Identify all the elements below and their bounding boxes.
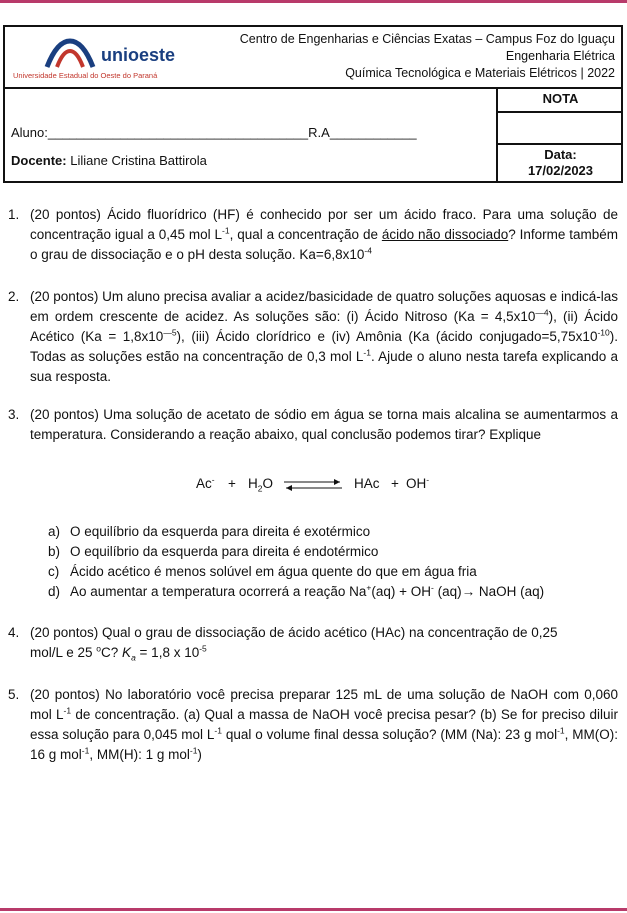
question-number: 5. [8,687,20,702]
question-number: 2. [8,289,20,304]
question-1 [8,205,618,265]
aluno-field[interactable] [11,125,417,140]
nota-label: NOTA [498,87,623,113]
ra-blank: ____________ [329,125,417,140]
question-number: 1. [8,207,20,222]
plus-sign: + [391,476,399,491]
question-3-options [48,522,544,602]
docente-line [11,153,207,168]
question-5 [8,685,618,765]
docente-label: Docente: [11,153,67,168]
logo-wordmark: unioeste [101,45,176,65]
question-number: 4. [8,625,20,640]
question-text: (20 pontos) No laboratório você precisa preparar 125 mL de uma solução de NaOH com 0,060 mol $L^{-1}$ de concentração. (a) Qual a massa de NaOH você precisa pesar? (b) Se for preciso diluir essa solução para 0,045 mol $L^{-1}$ qual o volume final dessa solução? (MM (Na): 23 g mol$^{-1}$, MM(O): 16 g mol$^{-1}$, MM(H): 1 g mol$^{-1}$) [30,687,619,762]
question-text: (20 pontos) Qual o grau de dissociação de ácido acético (HAc) na concentração de 0,25 mol/L e 25 $^o$C? $K_a = 1,8$ x $10^{-5}$ [30,625,558,663]
product-hydroxide: OH- [406,474,430,491]
institution-info [240,31,615,82]
university-logo [13,35,213,85]
question-3 [8,405,618,445]
product-acetic-acid: HAc [354,476,380,491]
option-c: c) Ácido acético é menos solúvel em água quente do que em água fria [48,564,477,579]
question-text: (20 pontos) Um aluno precisa avaliar a acidez/basicidade de quatro soluções aquosas e indicá-las em ordem crescente de acidez. As soluções são: (i) Ácido Nitroso $(Ka = 4,5x10^{—4})$, (ii) Ácido Acético $(Ka = 1,8x10^{—5})$, (iii) Ácido clorídrico e (iv) Amônia (Ka (ácido $conjugado=5,75x10^{-10}$). Todas as soluções estão na concentração de 0,3 mol $L^{-1}$. Ajude o aluno nesta tarefa explicando a sua resposta. [30,289,618,384]
option-b: b) O equilíbrio da esquerda para direita é endotérmico [48,544,379,559]
underlined-term: ácido não dissociado [381,227,509,242]
header-top-row [5,27,621,89]
question-text: (20 pontos) Ácido fluorídrico (HF) é conhecido por ser um ácido fraco. Para uma solução de concentração igual a 0,45 mol $L^{-1}$, qual a concentração de ácido não dissociado? Informe também o grau de dissociação e o pH desta solução. $Ka=6,8x10^{-4}$ [30,207,619,262]
plus-sign: + [228,476,236,491]
data-value: 17/02/2023 [527,163,594,178]
exam-header [3,25,623,183]
docente-name: Liliane Cristina Battirola [70,153,207,168]
option-a: a) O equilíbrio da esquerda para direita é exotérmico [48,524,371,539]
institution-line-2: Engenharia Elétrica [505,49,615,63]
question-4 [8,623,583,663]
nota-field[interactable] [498,113,623,145]
data-label: Data: [544,147,577,162]
top-accent-line [0,0,627,3]
question-text: (20 pontos) Uma solução de acetato de sódio em água se torna mais alcalina se aumentarmos a temperatura. Considerando a reação abaixo, qual conclusão podemos tirar? Explique [30,407,618,442]
equilibrium-arrows-icon [282,478,344,492]
reactant-acetate: Ac- [196,474,215,491]
date-box [498,147,623,179]
institution-line-1: Centro de Engenharias e Ciências Exatas – Campus Foz do Iguaçu [239,32,615,46]
logo-subtitle: Universidade Estadual do Oeste do Paraná [13,71,158,80]
institution-line-3: Química Tecnológica e Materiais Elétricos | 2022 [345,66,615,80]
bottom-accent-line [0,908,627,911]
question-number: 3. [8,407,20,422]
reactant-water: $H_2O$ [248,476,273,494]
option-d: d) Ao aumentar a temperatura ocorrerá a reação Na+(aq) + OH- (aq)→ NaOH (aq) [48,582,545,599]
aluno-label: Aluno: [11,125,48,140]
question-2 [8,287,618,387]
chemical-equation [196,474,436,496]
student-info [5,87,496,181]
unioeste-logo-icon [43,37,97,69]
ra-label: R.A [308,125,330,140]
grade-box [496,87,623,181]
aluno-blank: ____________________________________ [47,125,309,140]
